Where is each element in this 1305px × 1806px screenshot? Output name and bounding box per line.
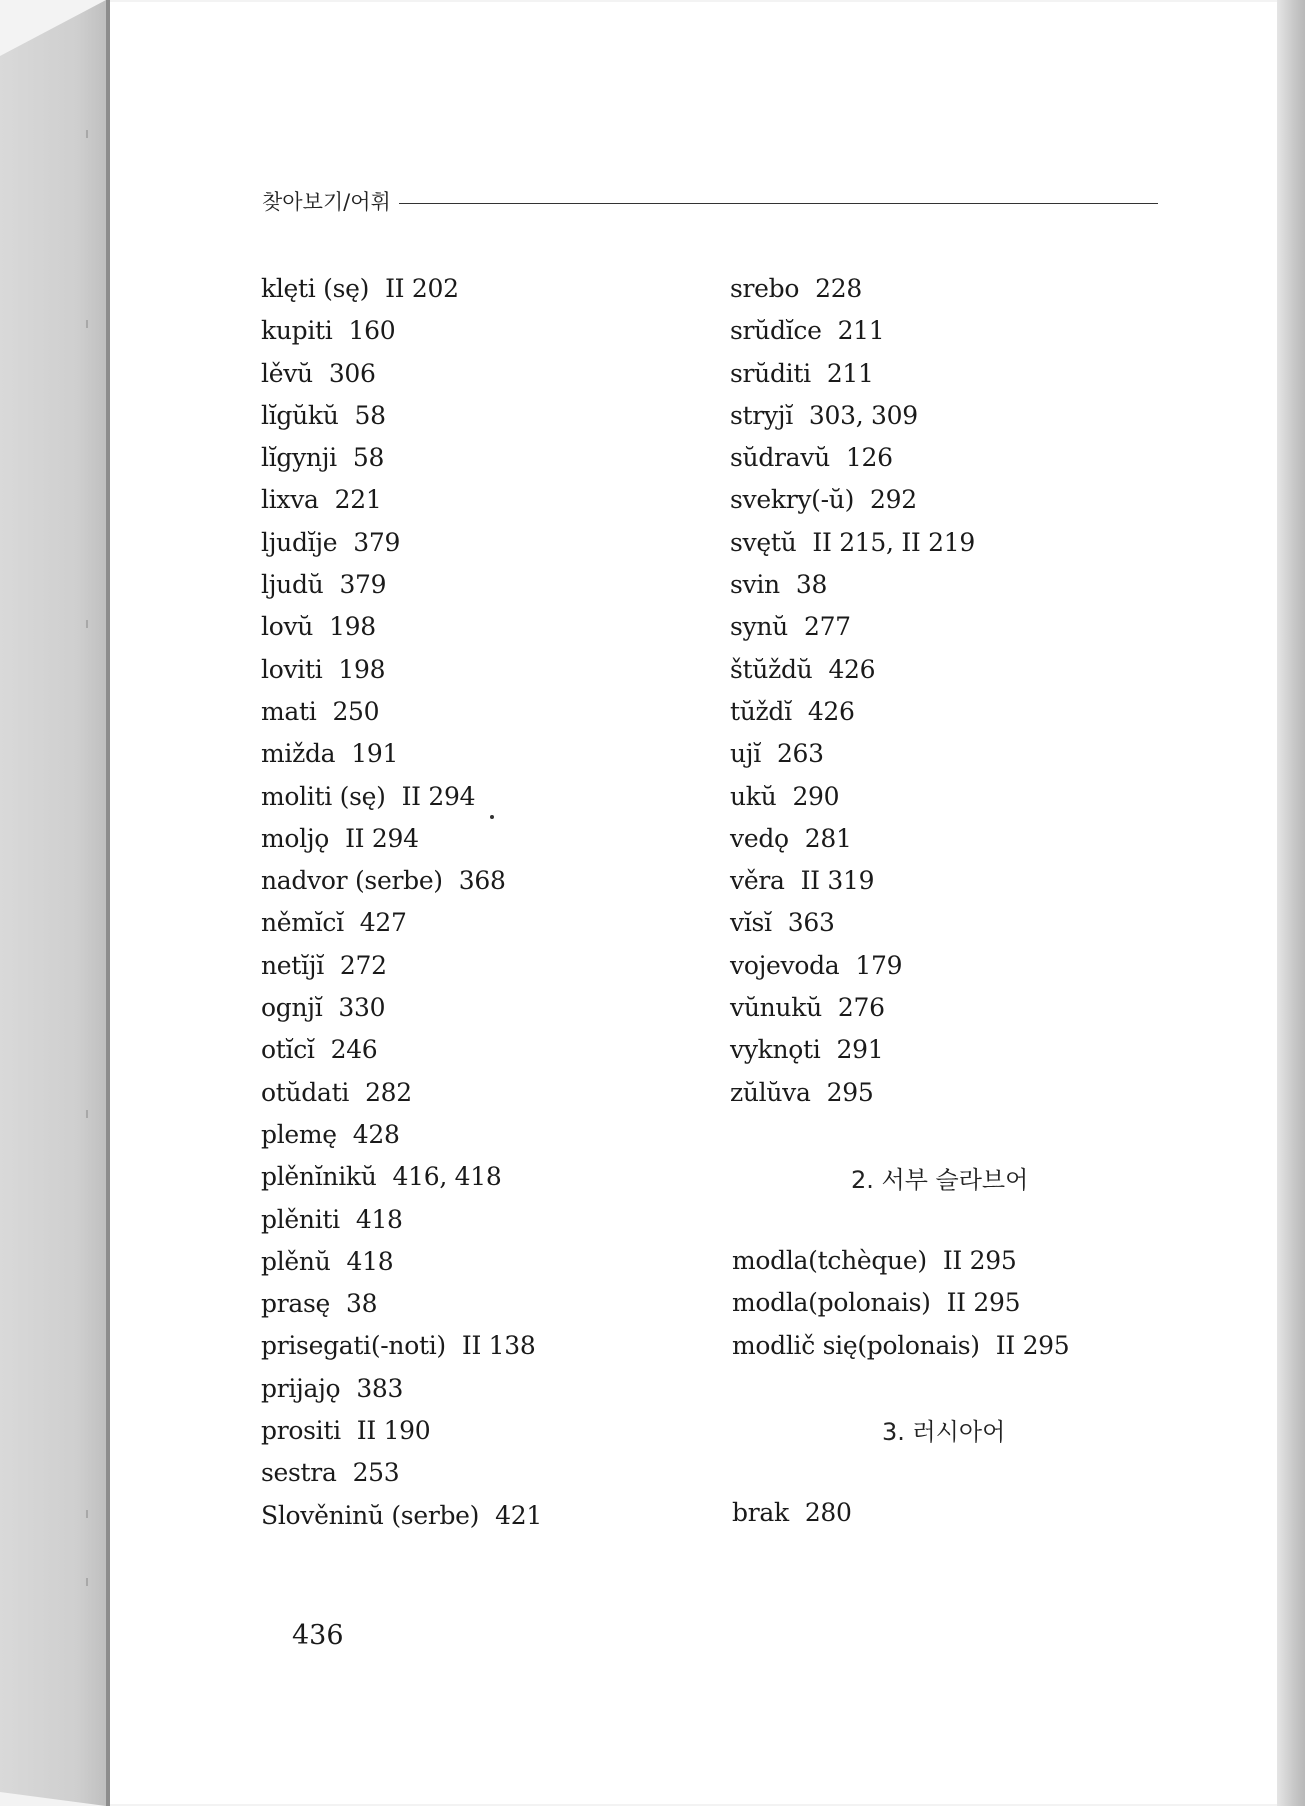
index-word: němĭcĭ [261,908,344,938]
index-entry [261,1072,701,1114]
index-page-ref: 160 [348,316,396,346]
index-word: sestra [261,1458,337,1488]
spine-mark [86,1578,88,1586]
index-entry [730,395,1170,437]
index-entry [261,1156,701,1198]
index-column-right [730,268,1170,1114]
spine-mark [86,620,88,628]
index-word: otĭcĭ [261,1035,315,1065]
index-entry [730,1072,1170,1114]
index-page-ref: 306 [328,358,376,388]
index-west-slavic [732,1240,1172,1367]
index-word: sŭdravŭ [730,443,830,473]
index-page-ref: 253 [352,1458,400,1488]
index-russian [732,1492,1172,1534]
index-entry [261,437,701,479]
index-entry [261,353,701,395]
index-page-ref: 281 [804,823,852,853]
index-entry [730,479,1170,521]
index-word: plěnĭnikŭ [261,1162,377,1192]
index-page-ref: 426 [828,654,876,684]
index-page-ref: 272 [339,950,387,980]
index-page-ref: 363 [787,908,835,938]
index-word: ujĭ [730,739,761,769]
index-word: mižda [261,739,336,769]
index-entry [261,310,701,352]
spine-mark [86,320,88,328]
index-page-ref: 291 [836,1035,884,1065]
index-page-ref: 191 [351,739,399,769]
index-entry [730,649,1170,691]
index-page-ref: II 295 [995,1330,1070,1360]
index-page-ref: 330 [338,993,386,1023]
header-title: 찾아보기/어휘 [262,190,391,214]
index-page-ref: 421 [495,1500,542,1530]
index-entry [261,268,701,310]
index-word: loviti [261,654,323,684]
index-page-ref: 198 [338,654,386,684]
index-word: netĭjĭ [261,950,324,980]
index-page-ref: 379 [353,527,401,557]
index-entry [261,776,701,818]
index-word: srŭdĭce [730,316,822,346]
index-word: brak [732,1498,789,1527]
index-entry [261,522,701,564]
page-right-edge [1277,0,1305,1806]
index-word: klęti (sę) [261,274,370,303]
index-page-ref: 295 [826,1077,874,1107]
index-entry [261,733,701,775]
index-entry [261,691,701,733]
index-page-ref: 198 [329,612,376,642]
index-word: vedǫ [730,823,789,853]
index-word: mati [261,696,317,726]
index-word: modla(tchèque) [732,1246,927,1275]
index-page-ref: 280 [804,1498,852,1527]
index-page-ref: 38 [345,1289,378,1319]
section-heading-west-slavic: 2. 서부 슬라브어 [851,1166,1029,1194]
index-entry [261,1368,701,1410]
index-word: prositi [261,1416,341,1446]
index-entry [730,776,1170,818]
index-page-ref: 428 [352,1119,400,1149]
index-word: modla(polonais) [732,1288,931,1318]
index-word: tŭždĭ [730,696,792,726]
index-word: věra [730,866,785,896]
index-entry [732,1325,1172,1367]
index-entry [261,395,701,437]
index-entry [261,1199,701,1241]
index-page-ref: II 190 [356,1416,431,1446]
index-word: plěnŭ [261,1246,331,1276]
index-page-ref: 58 [352,443,385,473]
index-entry [261,649,701,691]
running-header [262,186,1158,216]
index-page-ref: 277 [803,612,851,642]
index-page-ref: 263 [776,739,824,769]
index-word: moliti (sę) [261,781,386,811]
index-word: prasę [261,1289,330,1319]
index-page-ref: 228 [815,274,862,303]
index-entry [261,987,701,1029]
index-entry [261,479,701,521]
index-page-ref: 276 [837,993,885,1023]
index-word: otŭdati [261,1077,350,1107]
index-entry [730,268,1170,310]
index-page-ref: 282 [365,1077,412,1107]
index-word: svin [730,570,780,600]
index-entry [730,522,1170,564]
index-word: lovŭ [261,612,314,642]
index-word: stryjĭ [730,400,793,430]
index-entry [261,1029,701,1071]
index-entry [261,1114,701,1156]
index-word: prijajǫ [261,1373,341,1403]
index-page-ref: II 295 [946,1288,1021,1318]
index-word: vojevoda [730,950,840,980]
index-entry [261,1241,701,1283]
index-page-ref: 179 [855,950,903,980]
section-heading-russian: 3. 러시아어 [882,1418,1006,1446]
index-word: modlič się(polonais) [732,1330,980,1360]
index-word: Slověninŭ (serbe) [261,1500,480,1530]
index-word: prisegati(-noti) [261,1331,446,1361]
index-word: lixva [261,485,319,515]
index-entry [261,1410,701,1452]
index-page-ref: II 294 [345,823,419,853]
index-page-ref: 58 [354,400,386,430]
index-word: zŭlŭva [730,1077,811,1107]
index-page-ref: 250 [332,696,380,726]
index-word: vĭsĭ [730,908,772,938]
index-entry [730,564,1170,606]
index-page-ref: 379 [339,570,387,600]
index-entry [261,1495,701,1537]
index-page-ref: 368 [458,866,506,896]
index-page-ref: II 294 [401,781,476,811]
index-word: svętŭ [730,527,797,557]
index-entry [730,902,1170,944]
index-page-ref: 418 [355,1204,403,1234]
index-entry [732,1240,1172,1282]
book-spine [0,0,110,1806]
index-entry [261,860,701,902]
spine-mark [86,1110,88,1118]
index-entry [261,606,701,648]
index-entry [261,902,701,944]
index-word: plěniti [261,1204,340,1234]
index-word: srŭditi [730,358,811,388]
spine-mark [86,130,88,138]
index-entry [261,818,701,860]
index-word: ljudĭje [261,527,338,557]
index-word: moljǫ [261,823,330,853]
index-word: plemę [261,1119,337,1149]
index-entry [732,1492,1172,1534]
index-entry [730,860,1170,902]
index-page-ref: II 215, II 219 [812,527,975,557]
index-entry [730,818,1170,860]
index-page-ref: 383 [356,1373,404,1403]
index-word: synŭ [730,612,788,642]
index-word: štŭždŭ [730,654,813,684]
index-word: kupiti [261,316,333,346]
index-entry [261,564,701,606]
index-entry [261,1325,701,1367]
index-page-ref: II 295 [942,1246,1017,1275]
index-page-ref: 211 [826,358,874,388]
index-entry [730,987,1170,1029]
index-entry [730,437,1170,479]
index-page-ref: 426 [807,696,855,726]
index-word: ognjĭ [261,993,323,1023]
index-entry [730,691,1170,733]
index-entry [730,310,1170,352]
index-page-ref: II 319 [800,866,875,896]
index-page-ref: 38 [795,570,828,600]
index-word: svekry(-ŭ) [730,485,855,515]
index-entry [730,1029,1170,1071]
index-page-ref: II 138 [461,1331,536,1361]
index-page-ref: 427 [359,908,407,938]
print-speck [490,815,494,819]
index-page-ref: 211 [837,316,885,346]
index-word: lĭgynji [261,443,337,473]
index-word: vŭnukŭ [730,993,822,1023]
index-entry [730,353,1170,395]
index-entry [730,945,1170,987]
index-word: vyknǫti [730,1035,821,1065]
index-page-ref: 290 [792,781,840,811]
index-word: ljudŭ [261,570,324,600]
index-page-ref: 416, 418 [392,1162,502,1192]
index-page-ref: 303, 309 [808,400,918,430]
page-number: 436 [292,1620,344,1651]
index-page-ref: 221 [334,485,382,515]
index-page-ref: 292 [870,485,917,515]
index-entry [730,606,1170,648]
index-entry [261,1452,701,1494]
index-page-ref: 126 [845,443,893,473]
index-word: lěvŭ [261,358,313,388]
index-entry [261,945,701,987]
index-word: ukŭ [730,781,777,811]
index-page-ref: 418 [346,1246,394,1276]
index-word: nadvor (serbe) [261,866,443,896]
header-rule [399,203,1158,204]
index-column-left [261,268,701,1537]
index-entry [732,1282,1172,1324]
index-word: lĭgŭkŭ [261,400,339,430]
index-entry [261,1283,701,1325]
index-page-ref: 246 [330,1035,378,1065]
index-word: srebo [730,274,800,303]
spine-mark [86,1510,88,1518]
index-page-ref: II 202 [385,274,459,303]
index-entry [730,733,1170,775]
